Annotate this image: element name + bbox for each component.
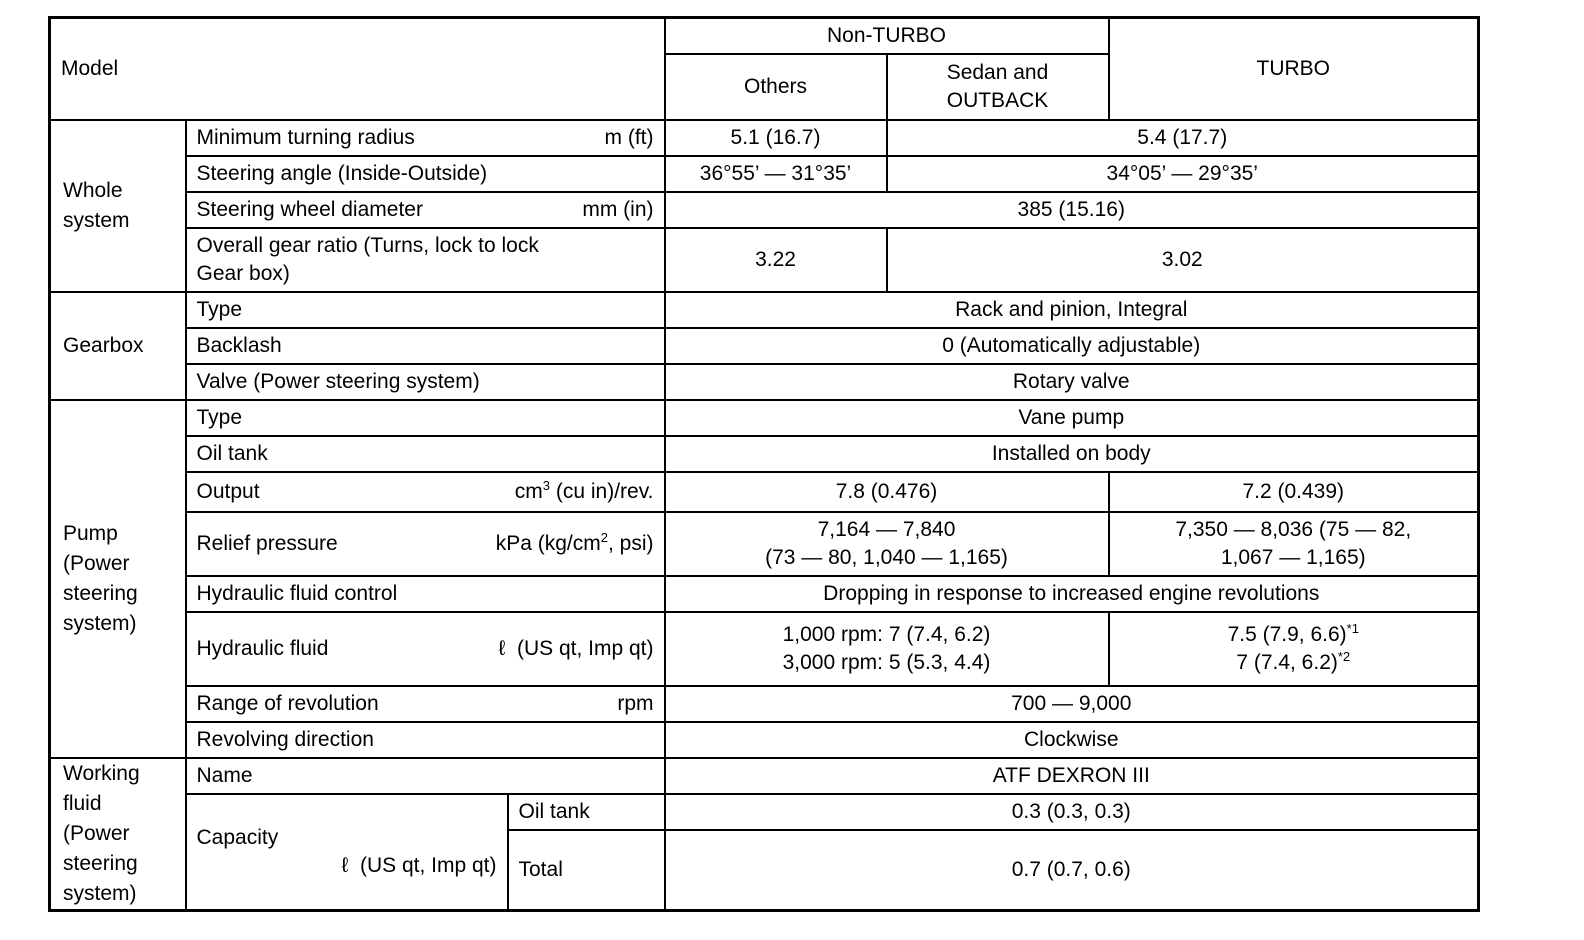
valve-label: Valve (Power steering system)	[186, 364, 665, 400]
relief-turbo-line1: 7,350 — 8,036 (75 — 82,	[1175, 517, 1412, 541]
pump-group-line4: system)	[63, 611, 137, 635]
capacity-total-value: 0.7 (0.7, 0.6)	[665, 830, 1479, 910]
relief-label-cell	[186, 512, 665, 576]
output-non-turbo: 7.8 (0.476)	[665, 472, 1109, 512]
model-header: Model	[50, 18, 665, 120]
capacity-label-cell	[186, 794, 508, 911]
output-unit-prefix: cm	[514, 479, 543, 503]
gear-ratio-others: 3.22	[665, 228, 887, 292]
gear-ratio-label-line2: Gear box)	[196, 261, 290, 285]
turning-radius-label-cell	[186, 120, 665, 156]
revolving-direction-value: Clockwise	[665, 722, 1479, 758]
revolving-direction-label: Revolving direction	[186, 722, 665, 758]
sedan-outback-label: Sedan and OUTBACK	[946, 60, 1049, 112]
pump-type-value: Vane pump	[665, 400, 1479, 436]
revolution-range-unit: rpm	[617, 691, 654, 715]
hydraulic-fluid-turbo-line2-wrap	[1120, 649, 1468, 677]
turning-radius-unit: m (ft)	[604, 125, 654, 149]
working-fluid-group-line5: system)	[63, 881, 137, 905]
hydraulic-fluid-turbo-line2: 7 (7.4, 6.2)	[1236, 650, 1338, 674]
relief-non-turbo	[665, 512, 1109, 576]
steering-angle-rest: 34°05’ — 29°35’	[887, 156, 1479, 192]
output-unit	[515, 478, 654, 506]
capacity-unit: ℓ (US qt, Imp qt)	[341, 853, 497, 877]
oil-tank-value: Installed on body	[665, 436, 1479, 472]
hydraulic-fluid-unit: ℓ (US qt, Imp qt)	[498, 636, 654, 660]
oil-tank-label: Oil tank	[186, 436, 665, 472]
non-turbo-header: Non-TURBO	[665, 18, 1109, 54]
turning-radius-others: 5.1 (16.7)	[665, 120, 887, 156]
working-fluid-group	[50, 758, 186, 911]
revolution-range-value: 700 — 9,000	[665, 686, 1479, 722]
pump-group-line1: Pump	[63, 521, 118, 545]
output-unit-sup: 3	[542, 477, 551, 493]
footnote-1-marker: *1	[1346, 620, 1359, 636]
fluid-name-value: ATF DEXRON III	[665, 758, 1479, 794]
fluid-name-label: Name	[186, 758, 665, 794]
gearbox-type-value: Rack and pinion, Integral	[665, 292, 1479, 328]
output-label-cell	[186, 472, 665, 512]
hydraulic-fluid-turbo-line1: 7.5 (7.9, 6.6)	[1227, 622, 1347, 646]
hydraulic-fluid-label: Hydraulic fluid	[196, 636, 329, 660]
turning-radius-label: Minimum turning radius	[196, 125, 415, 149]
fluid-control-value: Dropping in response to increased engine revolutions	[665, 576, 1479, 612]
pump-type-label: Type	[186, 400, 665, 436]
revolution-range-label: Range of revolution	[196, 691, 379, 715]
wheel-diameter-unit: mm (in)	[582, 197, 654, 221]
relief-unit-sup: 2	[600, 529, 608, 545]
relief-unit-prefix: kPa (kg/cm	[495, 531, 601, 555]
gear-ratio-label-line1: Overall gear ratio (Turns, lock to lock	[196, 233, 539, 257]
relief-non-turbo-line2: (73 — 80, 1,040 — 1,165)	[765, 545, 1008, 569]
hydraulic-fluid-turbo	[1109, 612, 1479, 686]
fluid-control-label: Hydraulic fluid control	[186, 576, 665, 612]
pump-group-line2: (Power	[63, 551, 130, 575]
turning-radius-rest: 5.4 (17.7)	[887, 120, 1479, 156]
gear-ratio-rest: 3.02	[887, 228, 1479, 292]
relief-unit	[496, 530, 654, 558]
capacity-label: Capacity	[196, 825, 279, 849]
relief-non-turbo-line1: 7,164 — 7,840	[817, 517, 956, 541]
wheel-diameter-value: 385 (15.16)	[665, 192, 1479, 228]
turbo-header: TURBO	[1109, 18, 1479, 120]
steering-angle-others: 36°55’ — 31°35’	[665, 156, 887, 192]
gearbox-type-label: Type	[186, 292, 665, 328]
capacity-total-label: Total	[508, 830, 665, 910]
others-header: Others	[665, 54, 887, 120]
hydraulic-fluid-non-turbo-line2: 3,000 rpm: 5 (5.3, 4.4)	[782, 650, 991, 674]
pump-group-line3: steering	[63, 581, 138, 605]
gearbox-group: Gearbox	[50, 292, 186, 400]
working-fluid-group-line4: steering	[63, 851, 138, 875]
hydraulic-fluid-non-turbo-line1: 1,000 rpm: 7 (7.4, 6.2)	[782, 622, 991, 646]
footnote-2-marker: *2	[1337, 648, 1351, 664]
revolution-range-label-cell	[186, 686, 665, 722]
wheel-diameter-label-cell	[186, 192, 665, 228]
relief-unit-suffix: , psi)	[607, 531, 654, 555]
hydraulic-fluid-turbo-line1-wrap	[1120, 621, 1468, 649]
relief-turbo	[1109, 512, 1479, 576]
sedan-outback-header	[887, 54, 1109, 120]
output-turbo: 7.2 (0.439)	[1109, 472, 1479, 512]
pump-group	[50, 400, 186, 758]
output-unit-suffix: (cu in)/rev.	[550, 479, 654, 503]
backlash-label: Backlash	[186, 328, 665, 364]
capacity-oil-tank-label: Oil tank	[508, 794, 665, 831]
capacity-oil-tank-value: 0.3 (0.3, 0.3)	[665, 794, 1479, 831]
wheel-diameter-label: Steering wheel diameter	[196, 197, 423, 221]
hydraulic-fluid-label-cell	[186, 612, 665, 686]
output-label: Output	[196, 479, 260, 503]
whole-system-group: Whole system	[50, 120, 186, 292]
relief-label: Relief pressure	[196, 531, 338, 555]
steering-angle-label: Steering angle (Inside-Outside)	[186, 156, 665, 192]
relief-turbo-line2: 1,067 — 1,165)	[1220, 545, 1366, 569]
gear-ratio-label-cell	[186, 228, 665, 292]
backlash-value: 0 (Automatically adjustable)	[665, 328, 1479, 364]
working-fluid-group-line1: Working	[63, 761, 140, 785]
steering-spec-table	[48, 16, 1480, 912]
working-fluid-group-line3: (Power	[63, 821, 130, 845]
hydraulic-fluid-non-turbo	[665, 612, 1109, 686]
valve-value: Rotary valve	[665, 364, 1479, 400]
working-fluid-group-line2: fluid	[63, 791, 102, 815]
